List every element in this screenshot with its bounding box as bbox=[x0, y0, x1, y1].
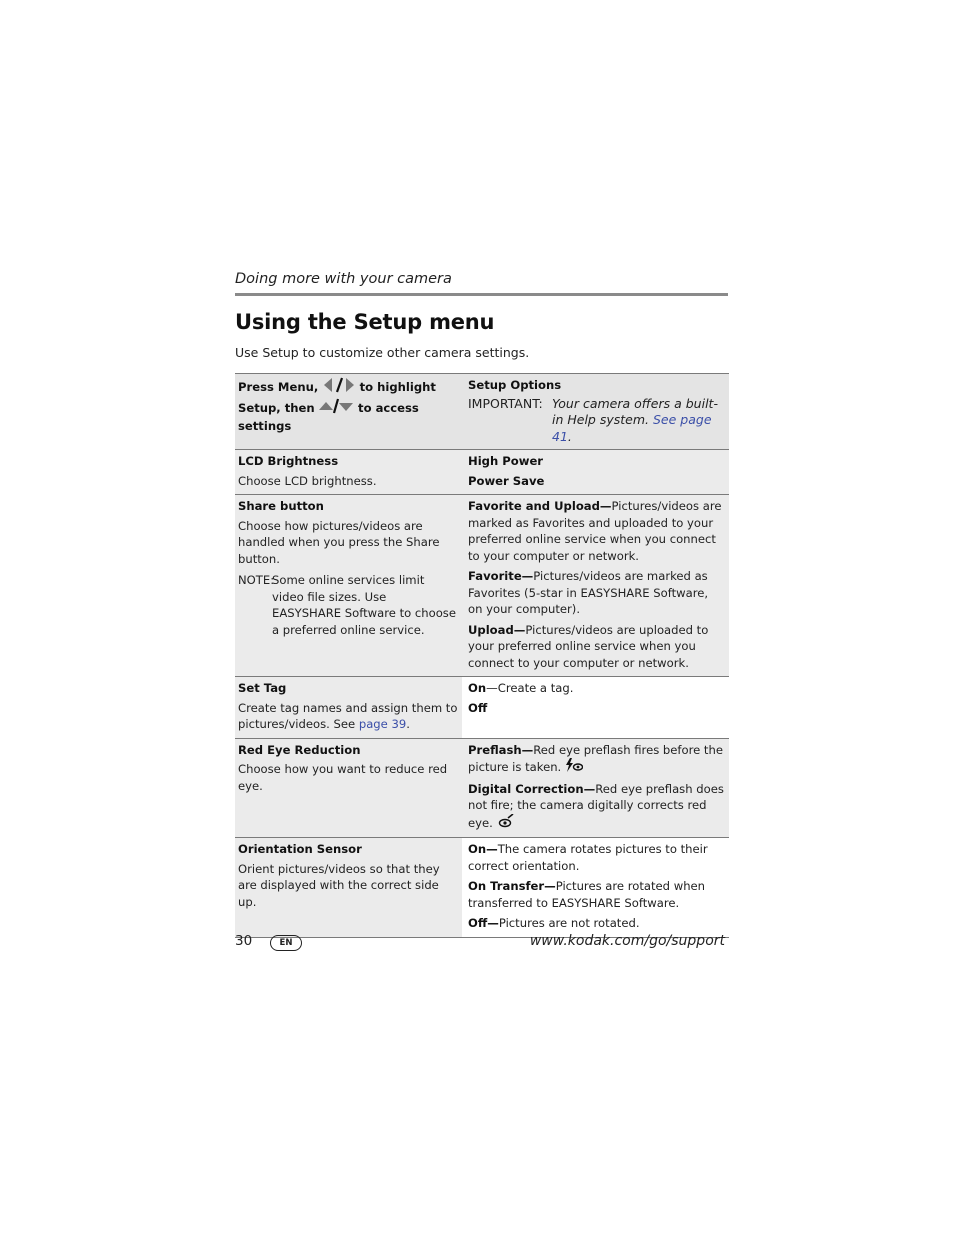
set-tag-desc bbox=[238, 700, 459, 733]
share-button-cell bbox=[235, 495, 462, 677]
share-button-options bbox=[462, 495, 729, 677]
table-row bbox=[235, 838, 729, 938]
share-option-upload bbox=[468, 622, 726, 672]
table-header-row bbox=[235, 374, 729, 450]
header-rule bbox=[235, 293, 728, 296]
red-eye-cell bbox=[235, 738, 462, 838]
red-eye-desc: Choose how you want to reduce red eye. bbox=[238, 762, 448, 793]
header-setup-options bbox=[462, 374, 729, 450]
opt-text: Red eye preflash fires before the picture is taken. bbox=[468, 742, 723, 774]
note-text: Some online services limit video file sizes. Use EASYSHARE Software to choose a preferred online service. bbox=[272, 573, 456, 637]
table-row bbox=[235, 677, 729, 739]
opt-label: Favorite— bbox=[468, 569, 534, 583]
header-setup-then: Setup, then bbox=[238, 400, 315, 415]
intro-text: Use Setup to customize other camera settings. bbox=[235, 345, 530, 360]
lcd-brightness-options bbox=[462, 450, 729, 495]
tag-option-off: Off bbox=[468, 700, 488, 715]
set-tag-name: Set Tag bbox=[238, 681, 287, 695]
important-note bbox=[468, 396, 726, 446]
orientation-cell bbox=[235, 838, 462, 938]
opt-label: Digital Correction— bbox=[468, 781, 596, 796]
opt-text: Pictures/videos are uploaded to your preferred online service when you connect to your computer or network. bbox=[468, 622, 709, 670]
orient-option-off bbox=[468, 915, 726, 932]
header-to-highlight: to highlight bbox=[359, 379, 436, 394]
orient-option-on-transfer bbox=[468, 878, 726, 911]
set-tag-desc-text: Create tag names and assign them to pictures/videos. See bbox=[238, 700, 458, 731]
set-tag-options bbox=[462, 677, 729, 739]
red-eye-options bbox=[462, 738, 729, 838]
opt-text: Pictures/videos are marked as Favorites and uploaded to your preferred online service when you connect to your computer or network. bbox=[468, 499, 722, 563]
lcd-brightness-cell bbox=[235, 450, 462, 495]
table-row bbox=[235, 738, 729, 838]
preflash-icon bbox=[565, 758, 583, 777]
header-press-menu: Press Menu, bbox=[238, 379, 319, 394]
share-note bbox=[238, 572, 459, 638]
redeye-option-digital bbox=[468, 781, 726, 833]
page-number: 30 bbox=[235, 933, 253, 949]
table-row bbox=[235, 495, 729, 677]
orientation-desc: Orient pictures/videos so that they are displayed with the correct side up. bbox=[238, 861, 440, 909]
header-access-settings: to access settings bbox=[238, 400, 419, 433]
lcd-high-power: High Power bbox=[468, 454, 544, 468]
opt-label: On bbox=[468, 681, 487, 695]
section-header: Doing more with your camera bbox=[235, 271, 452, 287]
important-text: Your camera offers a built-in Help system. bbox=[552, 395, 718, 427]
red-eye-name: Red Eye Reduction bbox=[238, 742, 361, 757]
left-right-arrows-icon bbox=[322, 377, 356, 398]
redeye-option-preflash bbox=[468, 742, 726, 777]
language-badge: EN bbox=[270, 935, 302, 951]
share-button-name: Share button bbox=[238, 499, 324, 513]
orientation-name: Orientation Sensor bbox=[238, 842, 362, 856]
support-url-link[interactable]: www.kodak.com/go/support bbox=[529, 933, 725, 949]
header-instructions bbox=[235, 374, 462, 450]
opt-label: On— bbox=[468, 842, 498, 856]
opt-text: —Create a tag. bbox=[486, 681, 574, 695]
important-end: . bbox=[567, 428, 572, 444]
share-option-favorite-upload bbox=[468, 498, 726, 564]
page-39-link[interactable]: page 39 bbox=[358, 717, 407, 731]
see-page-41-link[interactable]: See page 41 bbox=[552, 412, 712, 444]
page-title: Using the Setup menu bbox=[235, 310, 495, 334]
share-option-favorite bbox=[468, 568, 726, 618]
opt-text: Pictures/videos are marked as Favorites (5-star in EASYSHARE Software, on your computer). bbox=[468, 569, 709, 616]
important-label: IMPORTANT: bbox=[468, 395, 543, 411]
opt-label: Favorite and Upload— bbox=[468, 499, 612, 513]
opt-label: Preflash— bbox=[468, 742, 534, 757]
opt-text: Pictures are rotated when transferred to EASYSHARE Software. bbox=[468, 879, 706, 910]
orient-option-on bbox=[468, 841, 726, 874]
opt-text: Pictures are not rotated. bbox=[498, 916, 640, 930]
set-tag-cell bbox=[235, 677, 462, 739]
orientation-options bbox=[462, 838, 729, 938]
lcd-power-save: Power Save bbox=[468, 473, 545, 488]
set-tag-desc-end: . bbox=[406, 717, 410, 731]
setup-options-table bbox=[235, 373, 729, 938]
note-label: NOTE: bbox=[238, 573, 275, 587]
opt-text: Red eye preflash does not fire; the camera digitally corrects red eye. bbox=[468, 781, 724, 830]
tag-option-on bbox=[468, 680, 726, 697]
opt-label: Upload— bbox=[468, 622, 526, 637]
up-down-arrows-icon bbox=[318, 398, 354, 419]
opt-label: On Transfer— bbox=[468, 879, 556, 893]
lcd-brightness-name: LCD Brightness bbox=[238, 454, 339, 468]
share-button-desc: Choose how pictures/videos are handled when you press the Share button. bbox=[238, 518, 440, 566]
opt-text: The camera rotates pictures to their correct orientation. bbox=[468, 842, 708, 873]
opt-label: Off— bbox=[468, 916, 499, 930]
table-row bbox=[235, 450, 729, 495]
digital-redeye-icon bbox=[497, 814, 515, 833]
setup-options-title: Setup Options bbox=[468, 378, 562, 392]
lcd-brightness-desc: Choose LCD brightness. bbox=[238, 473, 377, 488]
